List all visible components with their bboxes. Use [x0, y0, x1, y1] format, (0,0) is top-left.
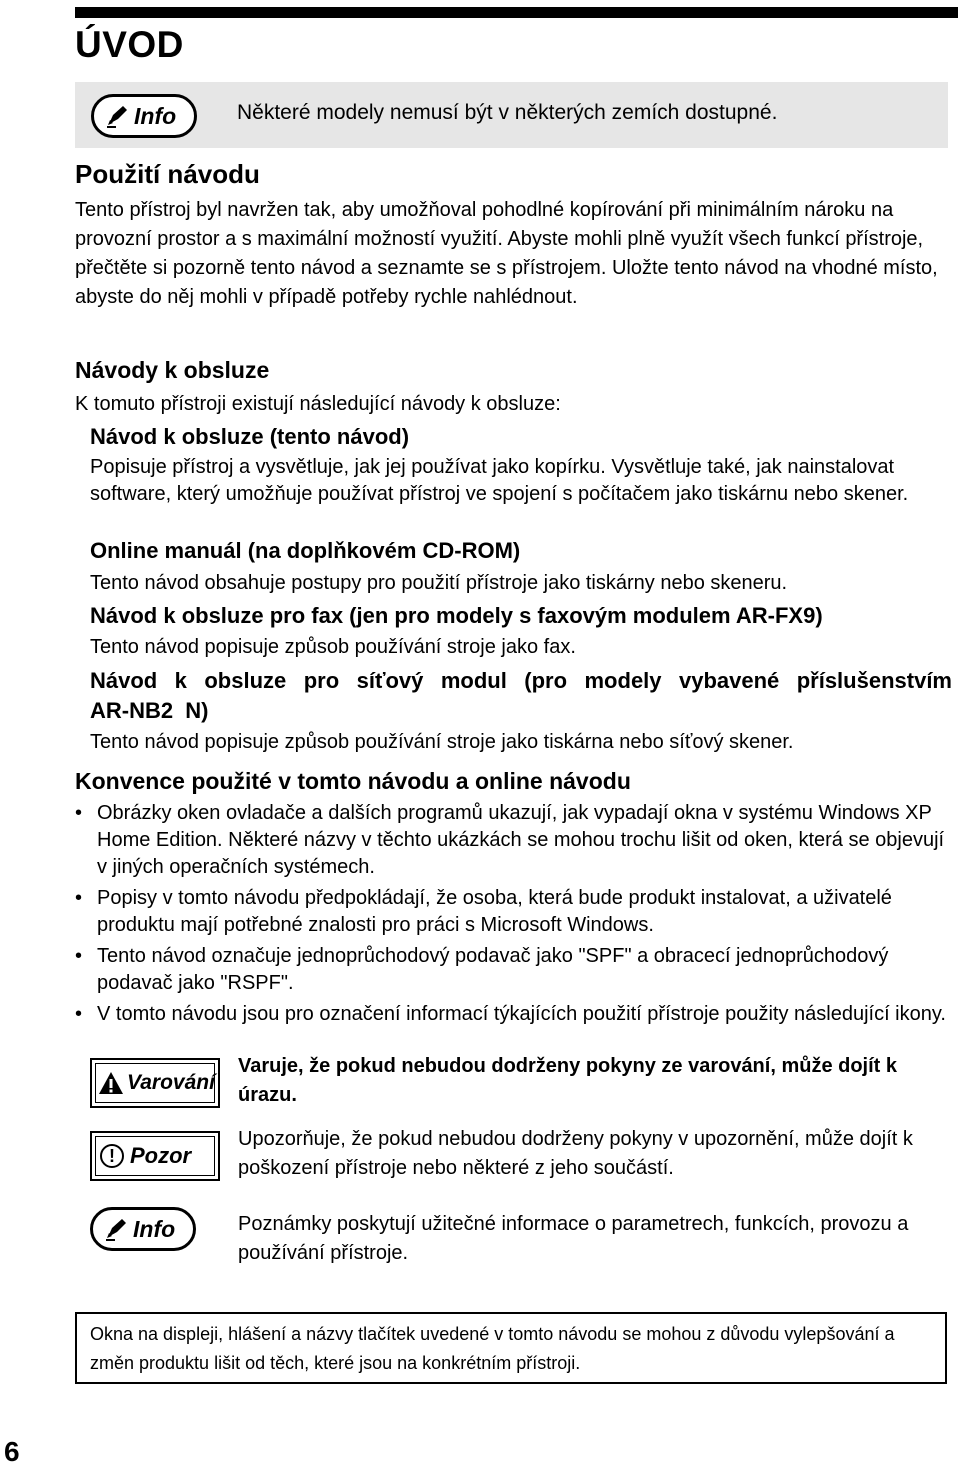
info-badge-small	[90, 1207, 196, 1251]
caution-text: Upozorňuje, že pokud nebudou dodrženy pokyny v upozornění, může dojít k poškození přístroje nebo některé z jeho součástí.	[238, 1128, 913, 1179]
info-note: Některé modely nemusí být v některých zemích dostupné.	[237, 101, 778, 124]
manual-title-4: Návod k obsluze pro síťový modul (pro modely vybavené příslušenstvím AR-NB2 N)	[90, 668, 952, 723]
manual-text-2: Tento návod obsahuje postupy pro použití přístroje jako tiskárny nebo skeneru.	[90, 572, 788, 594]
conventions-list	[75, 800, 951, 1032]
top-rule	[75, 7, 958, 18]
caution-badge-label: Pozor	[130, 1143, 192, 1168]
info-banner	[75, 82, 948, 148]
pencil-icon	[104, 103, 130, 129]
list-item	[75, 885, 951, 939]
list-item	[75, 1001, 951, 1028]
manuals-intro: K tomuto přístroji existují následující návody k obsluze:	[75, 393, 561, 415]
info-badge-label: Info	[134, 102, 177, 129]
info-badge-small-label: Info	[133, 1215, 176, 1242]
warning-badge-label: Varování	[127, 1071, 215, 1094]
list-item-text: Obrázky oken ovladače a dalších programů ukazují, jak vypadají okna v systému Windows XP Home Edition. Některé názvy v těchto ukázkách se mohou trochu lišit od oken, která se objevují v jiných operačních systémech.	[97, 802, 945, 878]
exclamation-circle-icon: !	[100, 1144, 124, 1168]
conventions-heading: Konvence použité v tomto návodu a online návodu	[75, 768, 631, 794]
bullet-icon: •	[75, 802, 83, 824]
manual-text-3: Tento návod popisuje způsob používání stroje jako fax.	[90, 636, 576, 658]
bullet-icon: •	[75, 945, 83, 967]
info-badge	[91, 94, 197, 138]
caution-badge	[90, 1131, 220, 1181]
manual-title-1: Návod k obsluze (tento návod)	[90, 424, 410, 449]
manuals-heading: Návody k obsluze	[75, 357, 270, 383]
usage-heading: Použití návodu	[75, 159, 260, 189]
list-item	[75, 943, 951, 997]
list-item-text: V tomto návodu jsou pro označení informací týkajících použití přístroje použity následující ikony.	[97, 1003, 946, 1025]
list-item-text: Tento návod označuje jednoprůchodový podavač jako "SPF" a obracecí jednoprůchodový podavač jako "RSPF".	[97, 945, 889, 994]
notice-box: Okna na displeji, hlášení a názvy tlačítek uvedené v tomto návodu se mohou z důvodu vylepšování a změn produktu lišit od těch, které jsou na konkrétním přístroji.	[75, 1312, 947, 1384]
list-item-text: Popisy v tomto návodu předpokládají, že osoba, která bude produkt instalovat, a uživatelé produktu mají potřebné znalosti pro práci s Microsoft Windows.	[97, 887, 892, 936]
manual-text-1: Popisuje přístroj a vysvětluje, jak jej používat jako kopírku. Vysvětluje také, jak nainstalovat software, který umožňuje používat přístroj ve spojení s počítačem jako tiskárnu nebo skener.	[90, 456, 909, 505]
page-number: 6	[4, 1436, 20, 1467]
pencil-icon	[103, 1216, 129, 1242]
warning-text: Varuje, že pokud nebudou dodrženy pokyny ze varování, může dojít k úrazu.	[238, 1055, 898, 1106]
list-item	[75, 800, 951, 881]
usage-text: Tento přístroj byl navržen tak, aby umožňoval pohodlné kopírování při minimálním nároku na provozní prostor a s maximální možností využití. Abyste mohli plně využít všech funkcí přístroje, přečtěte si pozorně tento návod a seznamte se s přístrojem. Uložte tento návod na vhodné místo, abyste do něj mohli v případě potřeby rychle nahlédnout.	[75, 199, 938, 308]
manual-title-3: Návod k obsluze pro fax (jen pro modely s faxovým modulem AR-FX9)	[90, 603, 823, 628]
page-title: ÚVOD	[75, 24, 184, 65]
bullet-icon: •	[75, 887, 83, 909]
warning-badge	[90, 1058, 220, 1108]
bullet-icon: •	[75, 1003, 83, 1025]
warning-triangle-icon	[98, 1071, 124, 1095]
manual-text-4: Tento návod popisuje způsob používání stroje jako tiskárna nebo síťový skener.	[90, 731, 794, 753]
manual-title-2: Online manuál (na doplňkovém CD-ROM)	[90, 538, 521, 563]
info-text: Poznámky poskytují užitečné informace o parametrech, funkcích, provozu a používání přístroje.	[238, 1213, 909, 1264]
